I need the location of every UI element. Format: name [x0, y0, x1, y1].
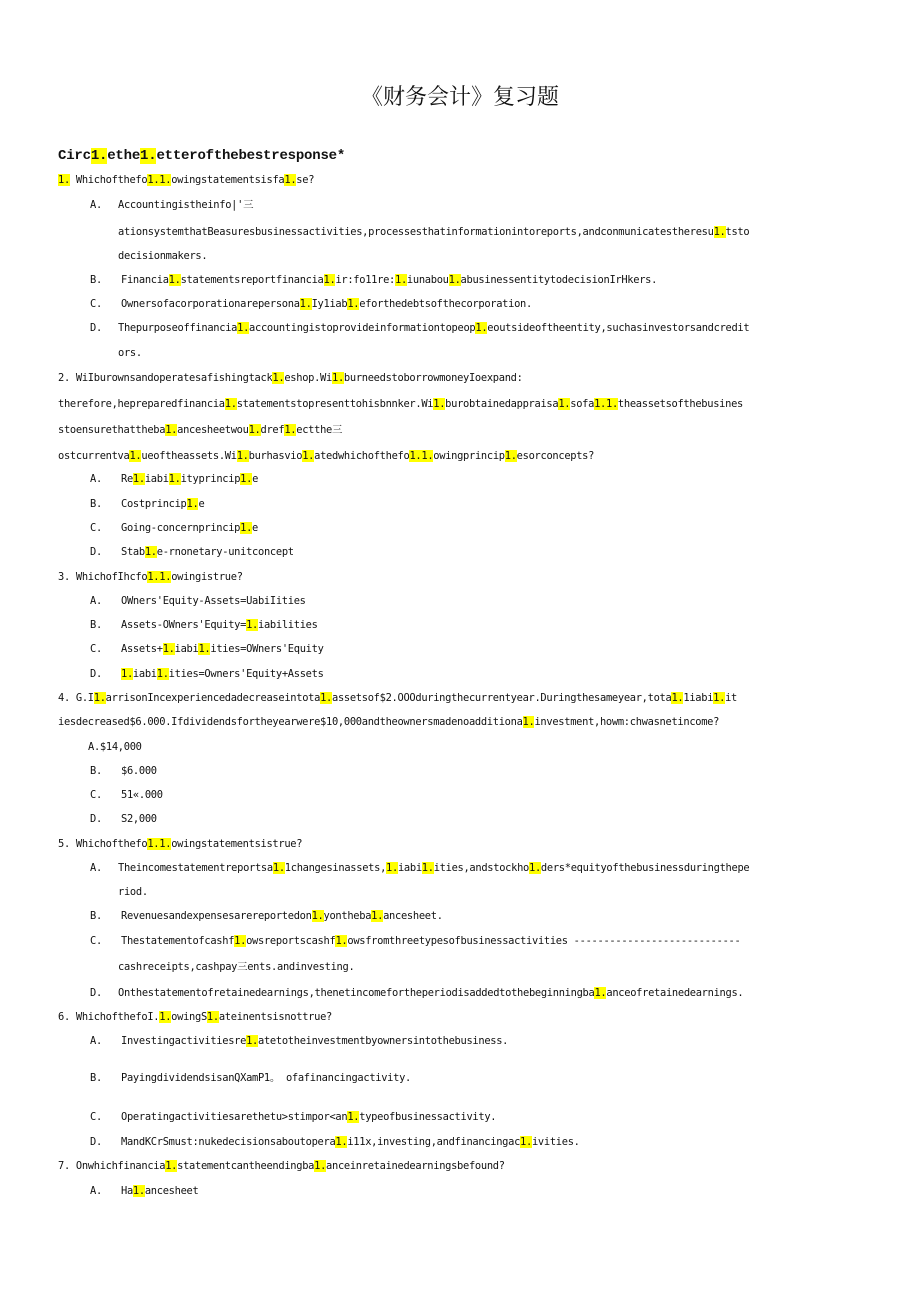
option-label: A. — [90, 595, 102, 607]
option-text: Investingactivitiesre1.atetotheinvestmentbyownersintothebusiness. — [121, 1035, 509, 1047]
option-label: B. — [90, 765, 102, 777]
option-text: Thestatementofcashf1.owsreportscashf1.owsfromthreetypesofbusinessactivities ---------------------------- — [121, 935, 741, 947]
question-1-option-d — [90, 321, 749, 335]
option-text: Costprincip1.e — [121, 498, 205, 510]
option-text: $6.000 — [121, 765, 157, 777]
option-label: B. — [90, 619, 102, 631]
option-text: Financia1.statementsreportfinancia1.ir:fo11re:1.iunabou1.abusinessentitytodecisionIrHkers. — [121, 274, 658, 286]
question-5-option-c — [90, 934, 740, 948]
option-label: D. — [90, 1136, 102, 1148]
option-text: OWners'Equity-Assets=UabiIities — [121, 595, 306, 607]
option-label: B. — [90, 274, 102, 286]
question-2-option-d — [90, 545, 294, 559]
option-label: A. — [90, 1035, 102, 1047]
question-4-stem: iesdecreased$6.000.Ifdividendsfortheyearwere$10,000andtheownersmadenoadditiona1.investment,howm:chwasnetincome? — [58, 716, 720, 728]
question-1-option-d-cont: ors. — [118, 347, 142, 359]
option-label: A. — [90, 1185, 102, 1197]
option-label: C. — [90, 789, 102, 801]
question-2-option-b — [90, 497, 204, 511]
question-4-stem: 4. G.I1.arrisonIncexperiencedadecreaseintota1.assetsof$2.OOOduringthecurrentyear.Duringthesameyear,tota1.1iabi1.it — [58, 692, 738, 704]
option-label: B. — [90, 910, 102, 922]
question-6-stem: 6. WhichofthefoI.1.owingS1.ateinentsisnottrue? — [58, 1011, 332, 1023]
section-heading: Circ1.ethe1.etterofthebestresponse* — [58, 148, 346, 164]
question-3-stem: 3. WhichofIhcfo1.1.owingistrue? — [58, 571, 243, 583]
option-text: PayingdividendsisanQXamP1。 ofafinancingactivity. — [121, 1072, 412, 1084]
question-2-option-a — [90, 472, 258, 486]
question-5-option-c-cont: cashreceipts,cashpay三ents.andinvesting. — [118, 961, 355, 973]
question-7-option-a — [90, 1184, 198, 1198]
option-text: Revenuesandexpensesarereportedon1.yontheba1.ancesheet. — [121, 910, 443, 922]
question-3-option-d — [90, 667, 324, 681]
option-text: Assets-OWners'Equity=1.iabilities — [121, 619, 318, 631]
question-3-option-b — [90, 618, 318, 632]
option-text: S2,000 — [121, 813, 157, 825]
option-text: Assets+1.iabi1.ities=OWners'Equity — [121, 643, 324, 655]
option-text: 1.iabi1.ities=Owners'Equity+Assets — [121, 668, 324, 680]
question-2-stem: therefore,hepreparedfinancia1.statementstopresenttohisbnnker.Wi1.burobtainedappraisa1.sofa1.1.theassetsofthebusines — [58, 398, 743, 410]
question-6-option-d — [90, 1135, 580, 1149]
question-4-option-c — [90, 788, 163, 802]
option-label: C. — [90, 643, 102, 655]
question-5-option-a — [90, 861, 749, 875]
option-label: D. — [90, 987, 102, 999]
question-1-option-c — [90, 297, 532, 311]
question-5-option-b — [90, 909, 443, 923]
question-1-option-b — [90, 273, 657, 287]
option-label: D. — [90, 813, 102, 825]
question-7-stem: 7. Onwhichfinancia1.statementcantheendingba1.anceinretainedearningsbefound? — [58, 1160, 505, 1172]
option-text: Theincomestatementreportsa1.1changesinassets,1.iabi1.ities,andstockho1.ders*equityofthebusinessduringthepe — [118, 862, 750, 874]
option-label: D. — [90, 546, 102, 558]
option-text: MandKCrSmust:nukedecisionsaboutopera1.i11x,investing,andfinancingac1.ivities. — [121, 1136, 580, 1148]
question-3-option-c — [90, 642, 324, 656]
option-text: Operatingactivitiesarethetu>stimpor<an1.typeofbusinessactivity. — [121, 1111, 497, 1123]
document-title: 《财务会计》复习题 — [360, 85, 559, 110]
option-label: C. — [90, 522, 102, 534]
question-6-option-a — [90, 1034, 508, 1048]
question-6-option-b — [90, 1071, 411, 1085]
option-label: B. — [90, 498, 102, 510]
question-1-option-a-cont: ationsystemthatBeasuresbusinessactivities,processesthatinformationintoreports,andconmunicatestheresu1.tsto — [118, 226, 750, 238]
question-2-stem: ostcurrentva1.ueoftheassets.Wi1.burhasvio1.atedwhichofthefo1.1.owingprincip1.esorconcepts? — [58, 450, 595, 462]
question-2-stem: stoensurethattheba1.ancesheetwou1.dref1.ectthe三 — [58, 424, 343, 436]
option-text: Going-concernprincip1.e — [121, 522, 259, 534]
question-6-option-c — [90, 1110, 496, 1124]
question-4-option-d — [90, 812, 157, 826]
question-1-option-a — [90, 198, 253, 212]
option-text: 51«.000 — [121, 789, 163, 801]
question-2-option-c — [90, 521, 258, 535]
option-text: Accountingistheinfo|'三 — [118, 199, 254, 211]
option-label: D. — [90, 668, 102, 680]
option-text: Thepurposeoffinancia1.accountingistoprovideinformationtopeop1.eoutsideoftheentity,suchasinvestorsandcredit — [118, 322, 750, 334]
option-label: C. — [90, 298, 102, 310]
question-2-stem: 2. WiIburownsandoperatesafishingtack1.eshop.Wi1.burneedstoborrowmoneyIoexpand: — [58, 372, 523, 384]
option-text: Re1.iabi1.ityprincip1.e — [121, 473, 259, 485]
question-1-stem: 1. Whichofthefo1.1.owingstatementsisfa1.se? — [58, 174, 315, 186]
option-label: A. — [90, 862, 102, 874]
option-text: Ha1.ancesheet — [121, 1185, 199, 1197]
question-1-option-a-cont: decisionmakers. — [118, 250, 208, 262]
option-text: Ownersofacorporationarepersona1.Iy1iab1.eforthedebtsofthecorporation. — [121, 298, 532, 310]
question-3-option-a — [90, 594, 306, 608]
question-5-option-d — [90, 986, 743, 1000]
option-text: Onthestatementofretainedearnings,thenetincomefortheperiodisaddedtothebeginningba1.anceofretainedearnings. — [118, 987, 744, 999]
option-label: C. — [90, 1111, 102, 1123]
question-5-option-a-cont: riod. — [118, 886, 148, 898]
question-5-stem: 5. Whichofthefo1.1.owingstatementsistrue? — [58, 838, 303, 850]
option-label: D. — [90, 322, 102, 334]
option-label: C. — [90, 935, 102, 947]
question-4-option-a: A.$14,000 — [88, 741, 142, 753]
option-text: Stab1.e-rnonetary-unitconcept — [121, 546, 294, 558]
question-4-option-b — [90, 764, 157, 778]
option-label: B. — [90, 1072, 102, 1084]
option-label: A. — [90, 199, 102, 211]
option-label: A. — [90, 473, 102, 485]
